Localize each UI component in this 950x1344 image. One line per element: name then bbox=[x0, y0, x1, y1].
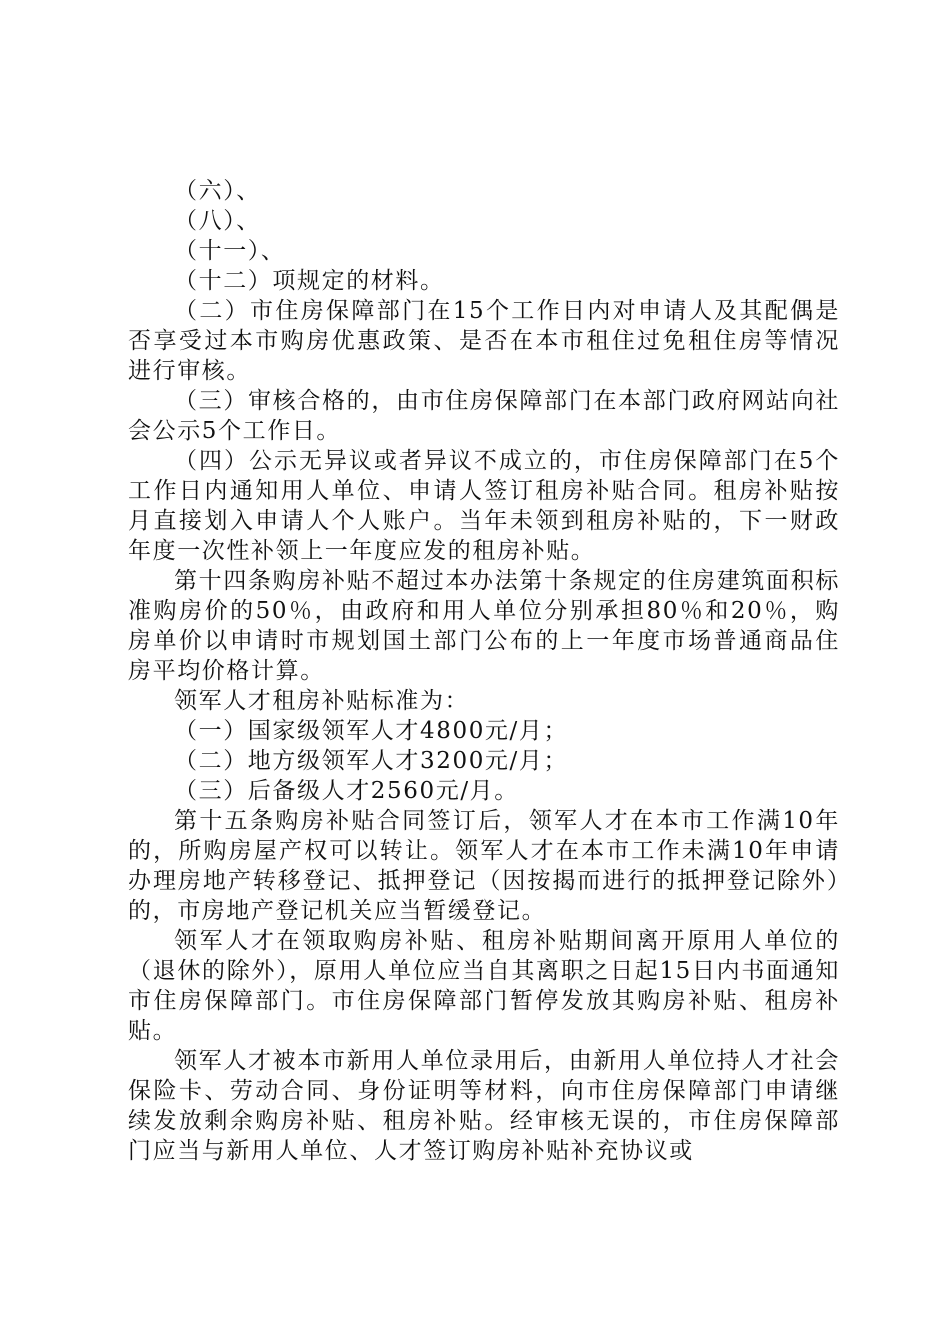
paragraph-rent-standard: 领军人才租房补贴标准为： bbox=[174, 688, 470, 714]
list-item-11: （十一）、 bbox=[174, 238, 286, 264]
rent-standard-local: （二）地方级领军人才3200元/月； bbox=[174, 748, 569, 774]
paragraph-article-14: 第十四条购房补贴不超过本办法第十条规定的住房建筑面积标准购房价的50％，由政府和用人单位分别承担80％和20％，购房单价以申请时市规划国土部门公布的上一年度市场普通商品住房平均价格计算。 bbox=[128, 568, 840, 684]
rent-standard-reserve: （三）后备级人才2560元/月。 bbox=[174, 778, 519, 804]
list-item-12: （十二）项规定的材料。 bbox=[174, 268, 445, 294]
paragraph-contract: （四）公示无异议或者异议不成立的，市住房保障部门在5个工作日内通知用人单位、申请人签订租房补贴合同。租房补贴按月直接划入申请人个人账户。当年未领到租房补贴的，下一财政年度一次性补领上一年度应发的租房补贴。 bbox=[128, 448, 840, 564]
list-item-6: （六）、 bbox=[174, 178, 261, 204]
paragraph-publicity: （三）审核合格的，由市住房保障部门在本部门政府网站向社会公示5个工作日。 bbox=[128, 388, 840, 444]
rent-standard-national: （一）国家级领军人才4800元/月； bbox=[174, 718, 569, 744]
paragraph-leave-employer: 领军人才在领取购房补贴、租房补贴期间离开原用人单位的（退休的除外），原用人单位应当自其离职之日起15日内书面通知市住房保障部门。市住房保障部门暂停发放其购房补贴、租房补贴。 bbox=[128, 928, 840, 1044]
paragraph-article-15: 第十五条购房补贴合同签订后，领军人才在本市工作满10年的，所购房屋产权可以转让。领军人才在本市工作未满10年申请办理房地产转移登记、抵押登记（因按揭而进行的抵押登记除外）的，市房地产登记机关应当暂缓登记。 bbox=[128, 808, 840, 924]
list-item-8: （八）、 bbox=[174, 208, 261, 234]
document-body bbox=[128, 176, 840, 1166]
paragraph-new-employer: 领军人才被本市新用人单位录用后，由新用人单位持人才社会保险卡、劳动合同、身份证明等材料，向市住房保障部门申请继续发放剩余购房补贴、租房补贴。经审核无误的，市住房保障部门应当与新用人单位、人才签订购房补贴补充协议或 bbox=[128, 1048, 840, 1164]
paragraph-review: （二）市住房保障部门在15个工作日内对申请人及其配偶是否享受过本市购房优惠政策、是否在本市租住过免租住房等情况进行审核。 bbox=[128, 298, 840, 384]
